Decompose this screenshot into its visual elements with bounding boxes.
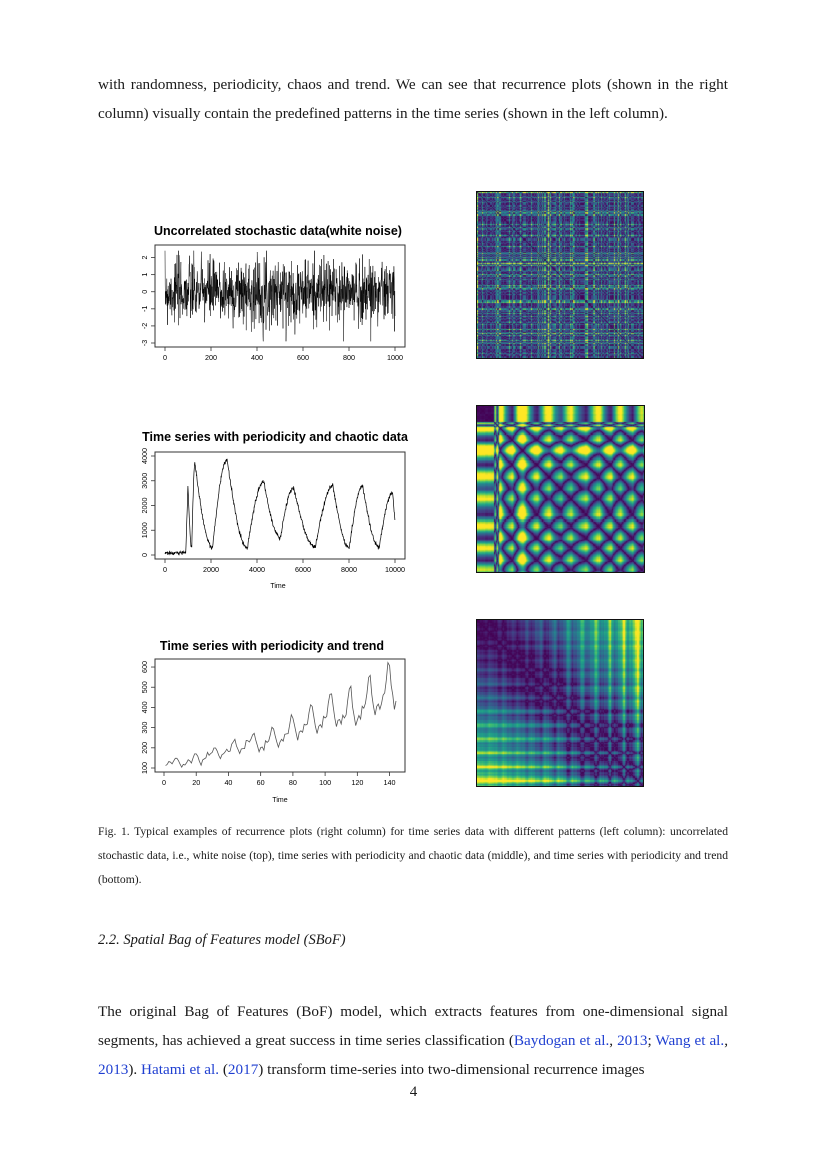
y-tick-label: 2	[140, 255, 149, 260]
recurrence-plot-periodic-trend	[476, 619, 644, 787]
periodic-chaotic-plot	[130, 428, 420, 593]
punct: ).	[128, 1061, 142, 1078]
y-tick-label: 300	[140, 721, 149, 734]
punct: ;	[647, 1032, 656, 1049]
x-tick-label: 40	[224, 778, 233, 787]
x-tick-label: 200	[205, 353, 217, 362]
x-tick-label: 20	[192, 778, 201, 787]
figure-caption: Fig. 1. Typical examples of recurrence plots (right column) for time series data with different patterns (left column): uncorrelated stochastic data, i.e., white noise (top), time series with periodicity and chaotic data (middle), and time series with periodicity and trend (bottom).	[98, 825, 728, 886]
x-axis-label: Time	[272, 797, 288, 804]
y-tick-label: 3000	[140, 472, 149, 489]
punct: ,	[609, 1032, 618, 1049]
plot-title: Time series with periodicity and trend	[159, 639, 385, 653]
y-tick-label: -3	[140, 339, 149, 347]
y-tick-label: -2	[140, 322, 149, 330]
citation-year-link[interactable]: 2013	[617, 1032, 648, 1049]
citation-year-link[interactable]: 2017	[227, 1061, 259, 1078]
white-noise-plot	[130, 218, 420, 378]
intro-paragraph: with randomness, periodicity, chaos and trend. We can see that recurrence plots (shown in the right column) visually contain the predefined patterns in the time series (shown in the left column).	[98, 76, 728, 122]
x-tick-label: 800	[343, 353, 355, 362]
citation-link[interactable]: Baydogan et al.	[513, 1032, 610, 1049]
x-tick-label: 2000	[203, 565, 219, 574]
x-tick-label: 0	[163, 565, 167, 574]
x-tick-label: 400	[251, 353, 263, 362]
recurrence-plot-periodic-chaotic	[476, 405, 645, 573]
periodic-trend-plot	[130, 636, 420, 808]
x-tick-label: 0	[163, 353, 167, 362]
recurrence-plot-white-noise	[476, 191, 644, 359]
series-line	[166, 663, 396, 768]
x-tick-label: 80	[288, 778, 297, 787]
plot-title: Uncorrelated stochastic data(white noise)	[154, 224, 402, 238]
body-paragraph	[98, 997, 728, 1084]
x-tick-label: 1000	[387, 353, 403, 362]
trend-series	[166, 663, 396, 768]
x-tick-label: 8000	[341, 565, 357, 574]
noise-series	[165, 251, 395, 342]
series-line	[165, 459, 395, 555]
y-tick-label: -1	[140, 305, 149, 313]
x-tick-label: 6000	[295, 565, 311, 574]
body-text: The original Bag of Features (BoF) model, which extracts features from one-dimensional signal segments, has achieved a great success in time series classification (	[98, 1003, 728, 1049]
section-heading: 2.2. Spatial Bag of Features model (SBoF)	[98, 932, 346, 948]
y-tick-label: 2000	[140, 497, 149, 514]
page-number: 4	[409, 1084, 418, 1100]
y-tick-label: 400	[140, 701, 149, 714]
x-tick-label: 0	[162, 778, 166, 787]
x-tick-label: 100	[319, 778, 332, 787]
x-tick-label: 600	[297, 353, 309, 362]
citation-year-link[interactable]: 2013	[98, 1061, 129, 1078]
y-tick-label: 0	[140, 289, 149, 294]
y-tick-label: 600	[140, 661, 149, 674]
x-tick-label: 10000	[385, 565, 405, 574]
y-tick-label: 500	[140, 681, 149, 694]
y-tick-label: 4000	[140, 448, 149, 464]
y-tick-label: 1	[140, 272, 149, 277]
x-axis-label: Time	[270, 583, 286, 590]
citation-link[interactable]: Wang et al.	[655, 1032, 725, 1049]
punct: (	[219, 1061, 228, 1078]
series-line	[165, 251, 395, 342]
x-tick-label: 140	[383, 778, 396, 787]
y-tick-label: 200	[140, 741, 149, 754]
citation-link[interactable]: Hatami et al.	[141, 1061, 220, 1078]
x-tick-label: 4000	[249, 565, 265, 574]
x-tick-label: 60	[256, 778, 265, 787]
x-tick-label: 120	[351, 778, 364, 787]
y-tick-label: 100	[140, 762, 149, 774]
y-tick-label: 0	[140, 553, 149, 557]
y-tick-label: 1000	[140, 522, 149, 539]
chaotic-series	[165, 459, 395, 555]
punct: ,	[724, 1032, 728, 1049]
plot-title: Time series with periodicity and chaotic data	[142, 430, 408, 444]
body-text: ) transform time-series into two-dimensional recurrence images	[258, 1061, 645, 1078]
